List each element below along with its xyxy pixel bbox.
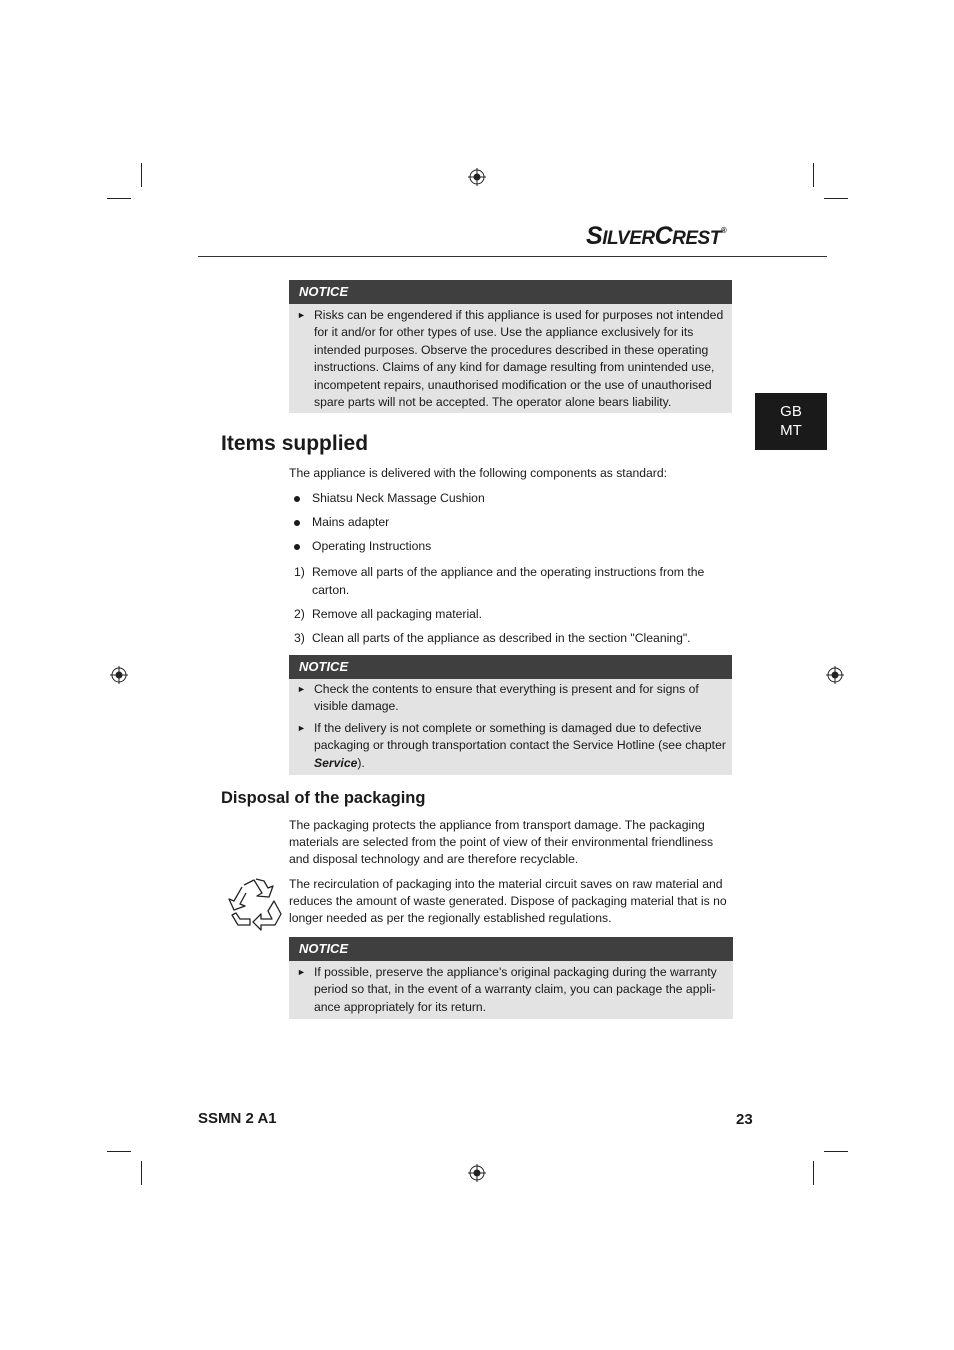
notice-text: If possible, preserve the appliance's original packaging during the warranty period so that, in the event of a warranty claim, you can package the appli-ance appropriately for its return.: [314, 965, 717, 1014]
crop-mark: [141, 163, 142, 187]
bullet-icon: [294, 520, 300, 526]
brand-logo: SILVERCREST®: [586, 222, 727, 250]
crop-mark: [813, 1161, 814, 1185]
language-code: MT: [780, 422, 802, 439]
notice-box: [289, 280, 732, 413]
notice-box: [289, 937, 733, 1019]
arrow-icon: ►: [297, 684, 306, 694]
notice-item: [289, 720, 732, 772]
notice-item: [289, 307, 732, 411]
section-title: Disposal of the packaging: [221, 789, 426, 807]
step-text: Remove all parts of the appliance and the operating instructions from the carton.: [312, 565, 705, 597]
step-text: Clean all parts of the appliance as described in the section "Cleaning".: [312, 631, 691, 645]
registration-mark-icon: [110, 666, 128, 684]
chapter-reference: Service: [314, 755, 358, 770]
language-tab: [755, 393, 827, 450]
notice-box: [289, 655, 732, 775]
notice-text: Risks can be engendered if this appliance is used for purposes not intended for it and/or for other types of use. Use the appliance exclusively for its intended purposes. Observe the procedures described in these operating instructions. Claims of any kind for damage resulting from unintended use, incompetent repairs, unauthorised modification or the use of unauthorised spare parts will not be accepted. The operator alone bears liability.: [314, 308, 724, 410]
paragraph: The recirculation of packaging into the material circuit saves on raw material and reduces the amount of waste generated. Dispose of packaging material that is no longer needed as per the regionally established regulations.: [289, 877, 727, 926]
notice-item: [289, 681, 732, 716]
step-number: 2): [294, 607, 305, 621]
header-rule: [198, 256, 827, 257]
intro-text: The appliance is delivered with the following components as standard:: [289, 466, 668, 480]
crop-mark: [824, 1151, 848, 1152]
section-title: Items supplied: [221, 432, 369, 455]
registration-mark-icon: [468, 1164, 486, 1182]
paragraph: The packaging protects the appliance from transport damage. The packaging materials are selected from the point of view of their environmental friendliness and disposal technology and are therefore recyclable.: [289, 818, 714, 867]
step-number: 3): [294, 631, 305, 645]
crop-mark: [813, 163, 814, 187]
page-number: 23: [736, 1111, 753, 1128]
arrow-icon: ►: [297, 722, 306, 733]
bullet-icon: [294, 496, 300, 502]
crop-mark: [824, 198, 848, 199]
arrow-icon: ►: [297, 967, 306, 977]
notice-text: Check the contents to ensure that everything is present and for signs of visible damage.: [314, 682, 699, 714]
notice-text: ).: [357, 755, 365, 770]
notice-header: NOTICE: [289, 280, 732, 304]
step-text: Remove all packaging material.: [312, 607, 483, 621]
step-number: 1): [294, 565, 305, 579]
registration-mark-icon: [468, 168, 486, 186]
arrow-icon: ►: [297, 310, 306, 320]
notice-text: If the delivery is not complete or something is damaged due to defective packaging or through transportation contact the Service Hotline (see chapter: [314, 720, 726, 753]
crop-mark: [107, 198, 131, 199]
language-code: GB: [780, 403, 802, 420]
crop-mark: [141, 1161, 142, 1185]
notice-item: [289, 964, 733, 1016]
notice-header: NOTICE: [289, 937, 733, 961]
registration-mark-icon: [826, 666, 844, 684]
crop-mark: [107, 1151, 131, 1152]
notice-header: NOTICE: [289, 655, 732, 679]
model-number: SSMN 2 A1: [198, 1110, 277, 1127]
recycle-icon: [226, 877, 284, 933]
bullet-icon: [294, 544, 300, 550]
